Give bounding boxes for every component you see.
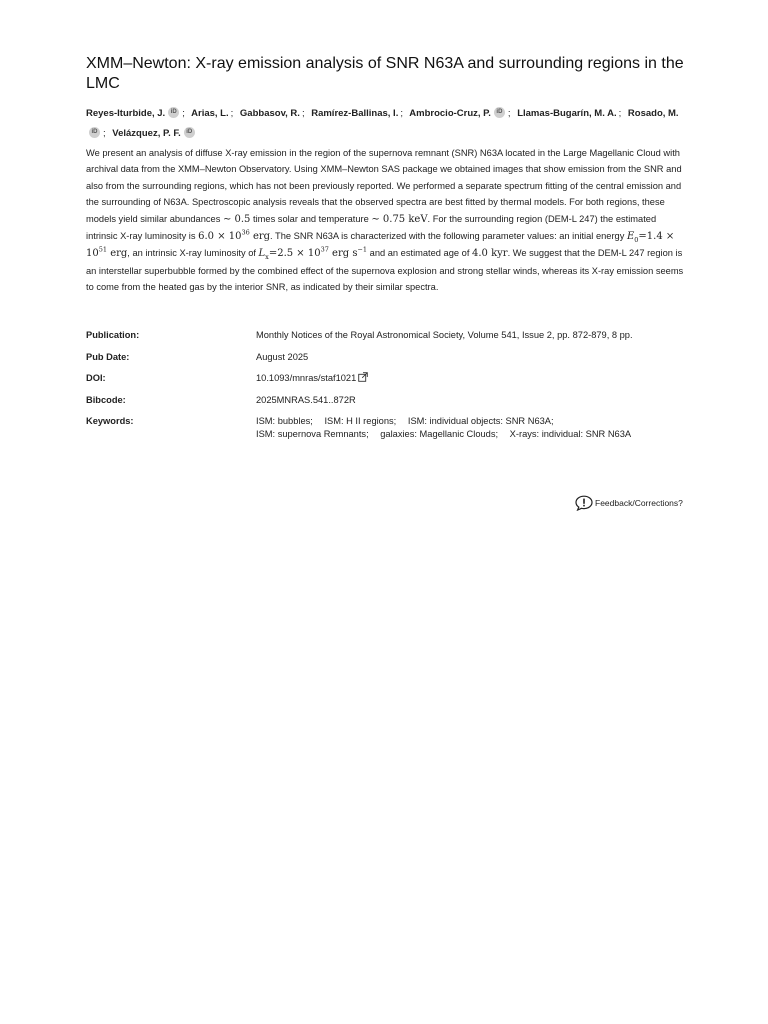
author-link[interactable]: Llamas-Bugarín, M. A. <box>517 108 617 119</box>
author-link[interactable]: Velázquez, P. F. <box>112 128 181 139</box>
feedback-label: Feedback/Corrections? <box>595 498 683 508</box>
author-link[interactable]: Ramírez-Ballinas, I. <box>311 108 399 119</box>
author-separator: ; <box>507 108 511 119</box>
math-xray-luminosity: $L_x=2.5 \times 10^{37}$ erg $s^{-1}$ <box>258 246 368 262</box>
author-separator: ; <box>618 108 622 119</box>
keyword-link[interactable]: ISM: individual objects: SNR N63A; <box>407 416 554 426</box>
author-separator: ; <box>182 108 185 119</box>
external-link-icon[interactable] <box>358 372 368 382</box>
bibcode-label: Bibcode: <box>86 394 126 405</box>
author-separator: ; <box>230 108 234 119</box>
publication-value: Monthly Notices of the Royal Astronomical Society, Volume 541, Issue 2, pp. 872-879, 8 pp. <box>256 330 633 340</box>
doi-link[interactable]: 10.1093/mnras/staf1021 <box>256 373 357 383</box>
feedback-link[interactable] <box>575 495 683 511</box>
keyword-link[interactable]: galaxies: Magellanic Clouds; <box>380 429 499 439</box>
author-list <box>86 104 686 144</box>
paper-title: XMM–Newton: X-ray emission analysis of SNR N63A and surrounding regions in the LMC <box>86 55 684 92</box>
pubdate-value: August 2025 <box>256 351 309 362</box>
author-link[interactable]: Arias, L. <box>191 108 229 119</box>
doi-row <box>86 372 686 385</box>
math-luminosity-deml247: $6.0 \times 10^{36}$ erg <box>198 228 271 243</box>
author-link[interactable]: Gabbasov, R. <box>239 108 300 119</box>
metadata-table <box>86 329 686 450</box>
keyword-link[interactable]: X-rays: individual: SNR N63A <box>509 429 632 439</box>
author-link[interactable]: Reyes-Iturbide, J. <box>86 108 166 119</box>
orcid-icon[interactable]: iD <box>494 107 505 118</box>
bibcode-row <box>86 394 686 407</box>
pubdate-row <box>86 351 686 364</box>
publication-row <box>86 329 686 342</box>
author-link[interactable]: Ambrocio-Cruz, P. <box>409 108 491 119</box>
keywords-value <box>256 415 686 441</box>
keyword-link[interactable]: ISM: H II regions; <box>324 416 397 426</box>
keyword-link[interactable]: ISM: supernova Remnants; <box>256 429 369 439</box>
doi-label: DOI: <box>86 373 106 383</box>
math-abundance: ∼ 0.5 <box>222 213 251 225</box>
orcid-icon[interactable]: iD <box>89 127 100 138</box>
author-link[interactable]: Rosado, M. <box>627 108 679 119</box>
publication-label: Publication: <box>86 330 140 340</box>
feedback-icon <box>575 495 593 511</box>
keyword-link[interactable]: ISM: bubbles; <box>256 416 313 426</box>
math-age: 4.0 kyr <box>471 248 508 260</box>
author-separator: ; <box>103 128 106 139</box>
orcid-icon[interactable]: iD <box>184 127 195 138</box>
author-separator: ; <box>400 108 403 119</box>
author-separator: ; <box>301 108 305 119</box>
keywords-label: Keywords: <box>86 416 134 426</box>
math-initial-energy: $E_0=1.4 \times 10^{51}$ erg <box>86 231 675 260</box>
bibcode-value: 2025MNRAS.541..872R <box>256 394 356 405</box>
pubdate-label: Pub Date: <box>86 351 130 362</box>
orcid-icon[interactable]: iD <box>168 107 179 118</box>
keywords-row <box>86 415 686 441</box>
abstract-text: We present an analysis of diffuse X-ray emission in the region of the supernova remnant (SNR) N63A located in the Large Magellanic Cloud with archival data from the XMM–Newton Observatory. Using XMM–Newton SAS package we obtained images that show emission from the SNR and also from the surrounding regions, which has not been previously reported. We performed a separate spectrum fitting of the central emission and the surrounding of N63A. Spectroscopic analysis reveals that the observed spectra are best fitted by thermal models. For both regions, these models yield similar abundances ∼ 0.5 times solar and temperature ∼ 0.75 keV. For the surrounding region (DEM-L 247) the estimated intrinsic X-ray luminosity is $6.0 \times 10^{36}$ erg. The SNR N63A is characterized with the following parameter values: an initial energy $E_0=1.4 \times 10^{51}$ erg, an intrinsic X-ray luminosity of $L_x=2.5 \times 10^{37}$ erg $s^{-1}$ and an estimated age of 4.0 kyr. We suggest that the DEM-L 247 region is an interstellar superbubble formed by the combined effect of the supernova explosion and strong stellar winds, whereas its X-ray emission seems to come from the heated gas by the interior SNR, as indicated by their similar spectra. <box>86 148 684 293</box>
math-temperature: ∼ 0.75 keV <box>371 213 428 225</box>
